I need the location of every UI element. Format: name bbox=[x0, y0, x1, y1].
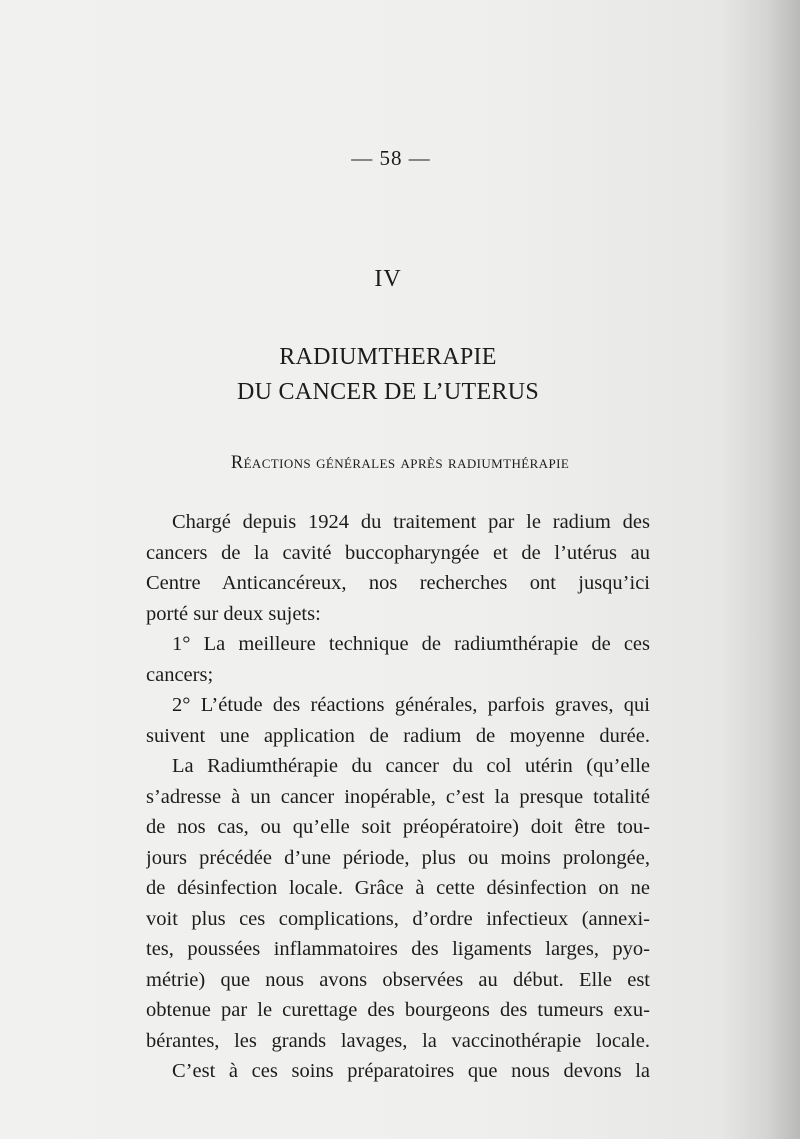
text-line: Centre Anticancéreux, nos recherches ont jusqu’ici bbox=[146, 572, 650, 594]
chapter-title-line: RADIUMTHERAPIE bbox=[279, 344, 497, 370]
chapter-number: IV bbox=[374, 266, 402, 292]
text-line: obtenue par le curettage des bourgeons des tumeurs exu- bbox=[146, 999, 650, 1021]
chapter-title bbox=[0, 340, 776, 410]
text-line: C’est à ces soins préparatoires que nous devons la bbox=[172, 1060, 650, 1082]
text-line: cancers; bbox=[146, 663, 214, 686]
text-line: de nos cas, ou qu’elle soit préopératoire) doit être tou- bbox=[146, 816, 650, 838]
text-line: La Radiumthérapie du cancer du col utérin (qu’elle bbox=[172, 755, 650, 777]
text-line: métrie) que nous avons observées au début. Elle est bbox=[146, 968, 650, 991]
text-line: 2° L’étude des réactions générales, parfois graves, qui bbox=[172, 694, 650, 716]
text-line: de désinfection locale. Grâce à cette désinfection on ne bbox=[146, 877, 650, 899]
chapter-title-line: DU CANCER DE L’UTERUS bbox=[236, 379, 540, 405]
body-text bbox=[146, 507, 650, 1087]
text-line: cancers de la cavité buccopharyngée et de l’utérus au bbox=[146, 541, 650, 564]
section-heading: Réactions générales après radiumthérapie bbox=[230, 453, 570, 473]
text-line: jours précédée d’une période, plus ou moins prolongée, bbox=[146, 846, 650, 869]
text-line: s’adresse à un cancer inopérable, c’est la presque totalité bbox=[146, 785, 650, 808]
text-line: Chargé depuis 1924 du traitement par le radium des bbox=[172, 511, 650, 533]
text-line: 1° La meilleure technique de radiumthérapie de ces bbox=[172, 633, 650, 655]
text-line: tes, poussées inflammatoires des ligaments larges, pyo- bbox=[146, 938, 650, 960]
text-line: porté sur deux sujets: bbox=[146, 602, 321, 625]
text-line: bérantes, les grands lavages, la vaccinothérapie locale. bbox=[146, 1029, 650, 1052]
text-line: voit plus ces complications, d’ordre infectieux (annexi- bbox=[146, 907, 650, 930]
page-number: — 58 — bbox=[351, 146, 431, 170]
text-line: suivent une application de radium de moyenne durée. bbox=[146, 724, 650, 747]
